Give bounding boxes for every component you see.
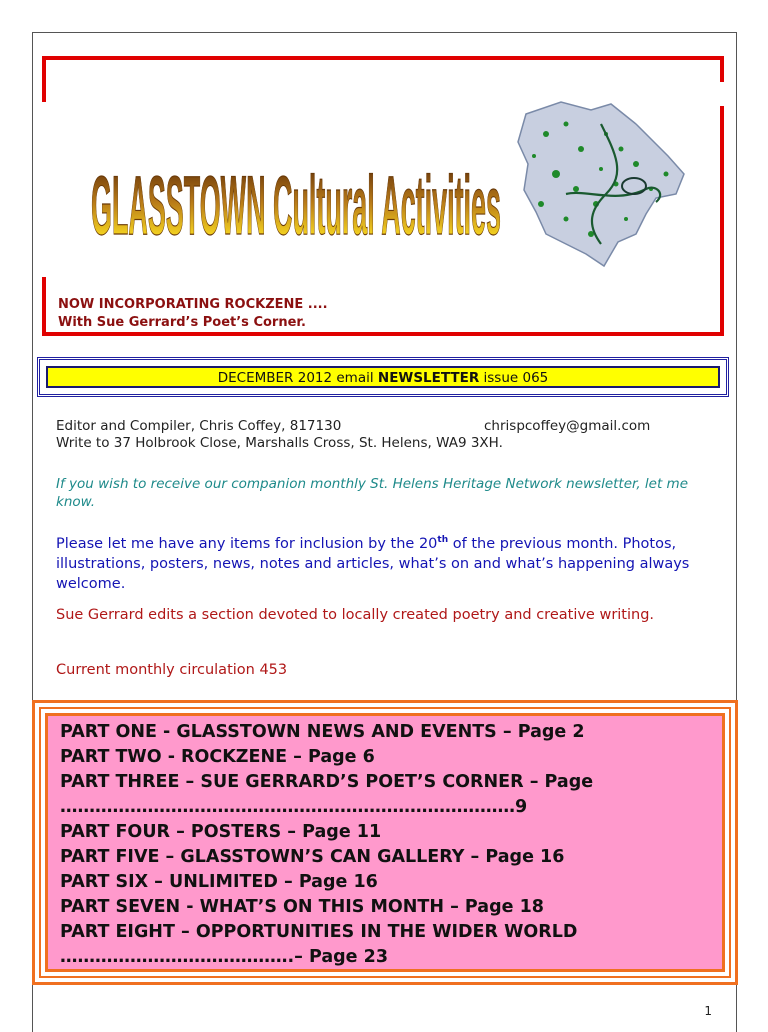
submission-sup: th <box>437 535 449 545</box>
title-wordart-logo <box>86 86 506 296</box>
editor-email: chrispcoffey@gmail.com <box>484 418 651 434</box>
contents-list <box>45 713 725 972</box>
submission-request <box>56 530 706 594</box>
incorporating-line2: With Sue Gerrard’s Poet’s Corner. <box>58 315 306 330</box>
issue-text-bold: NEWSLETTER <box>377 370 480 386</box>
contents-item: PART EIGHT – OPPORTUNITIES IN THE WIDER WORLD <box>60 922 578 942</box>
incorporating-note <box>58 296 328 332</box>
contents-item: PART ONE - GLASSTOWN NEWS AND EVENTS – Page 2 <box>60 722 585 742</box>
contents-item: PART FOUR – POSTERS – Page 11 <box>60 822 382 842</box>
borough-map-image <box>506 94 691 274</box>
contents-item: PART TWO - ROCKZENE – Page 6 <box>60 747 375 767</box>
contents-item: ……………………………………………………………………9 <box>60 797 528 817</box>
address-line: Write to 37 Holbrook Close, Marshalls Cross, St. Helens, WA9 3XH. <box>56 435 503 451</box>
contents-box-mid <box>39 707 731 978</box>
contents-item: PART SEVEN - WHAT’S ON THIS MONTH – Page 18 <box>60 897 544 917</box>
editor-line: Editor and Compiler, Chris Coffey, 817130 <box>56 418 342 434</box>
incorporating-line1: NOW INCORPORATING ROCKZENE .... <box>58 297 328 312</box>
companion-newsletter-note: If you wish to receive our companion monthly St. Helens Heritage Network newsletter, let me know. <box>56 476 689 510</box>
contents-item: PART THREE – SUE GERRARD’S POET’S CORNER – Page <box>60 772 594 792</box>
contents-item: PART SIX – UNLIMITED – Page 16 <box>60 872 378 892</box>
submission-text-after: of the previous month. Photos, illustrations, posters, news, notes and articles, what’s on and what’s happening always welcome. <box>56 535 690 592</box>
border-gap-left <box>40 102 50 277</box>
border-gap-right <box>716 82 726 106</box>
issue-text-post: issue 065 <box>479 370 549 386</box>
contents-item: ………………………………….– Page 23 <box>60 947 388 967</box>
circulation-note: Current monthly circulation 453 <box>56 662 288 678</box>
submission-text-before: Please let me have any items for inclusion by the 20 <box>56 535 438 552</box>
issue-text-pre: DECEMBER 2012 email <box>217 370 378 386</box>
poetry-section-note: Sue Gerrard edits a section devoted to locally created poetry and creative writing. <box>56 607 655 623</box>
editor-info <box>56 418 696 452</box>
contents-box <box>32 700 738 985</box>
title-wordart-text: GLASSTOWN Cultural Activities <box>90 160 501 253</box>
issue-banner-inner <box>46 366 720 388</box>
page-number: 1 <box>704 1004 712 1018</box>
header-box <box>42 56 724 336</box>
issue-banner <box>37 357 729 397</box>
contents-item: PART FIVE – GLASSTOWN’S CAN GALLERY – Page 16 <box>60 847 565 867</box>
